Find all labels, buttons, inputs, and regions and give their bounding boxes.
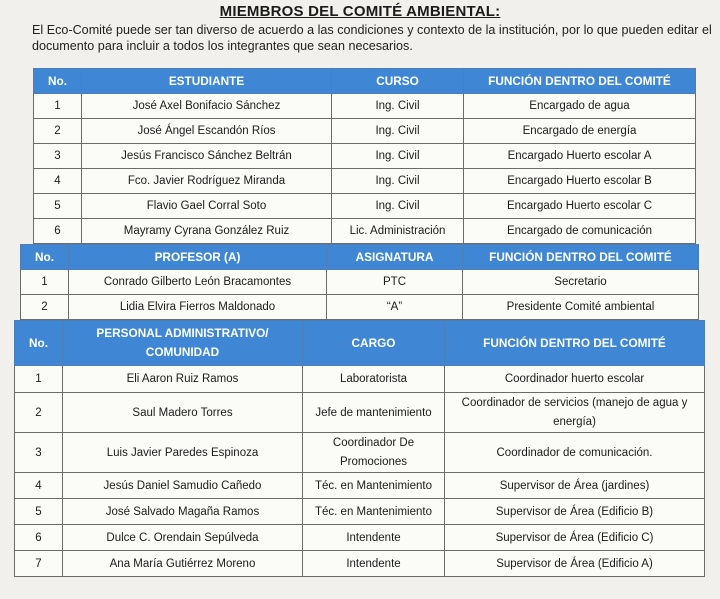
cell-function: Encargado de energía	[464, 119, 696, 144]
cell-position: Jefe de mantenimiento	[303, 393, 445, 433]
cell-name: Jesús Francisco Sánchez Beltrán	[82, 144, 332, 169]
header-function: FUNCIÓN DENTRO DEL COMITÉ	[445, 321, 705, 366]
cell-course: Lic. Administración	[332, 219, 464, 244]
cell-no: 3	[34, 144, 82, 169]
cell-name: Jesús Daniel Samudio Cañedo	[63, 473, 303, 499]
table-row	[34, 219, 696, 244]
teachers-table	[20, 244, 699, 320]
cell-position: Téc. en Mantenimiento	[303, 473, 445, 499]
header-function: FUNCIÓN DENTRO DEL COMITÉ	[464, 69, 696, 94]
cell-subject: PTC	[327, 270, 463, 295]
table-row	[15, 499, 705, 525]
cell-name: Lidia Elvira Fierros Maldonado	[69, 295, 327, 320]
cell-no: 5	[34, 194, 82, 219]
table-row	[15, 433, 705, 473]
cell-function: Coordinador de servicios (manejo de agua y energía)	[445, 393, 705, 433]
cell-function: Coordinador huerto escolar	[445, 366, 705, 393]
header-no: No.	[21, 245, 69, 270]
cell-no: 1	[15, 366, 63, 393]
table-row	[34, 119, 696, 144]
cell-function: Secretario	[463, 270, 699, 295]
cell-name: José Salvado Magaña Ramos	[63, 499, 303, 525]
cell-no: 2	[15, 393, 63, 433]
header-no: No.	[15, 321, 63, 366]
table-row	[15, 366, 705, 393]
cell-no: 4	[15, 473, 63, 499]
cell-function: Supervisor de Área (jardines)	[445, 473, 705, 499]
header-staff: PERSONAL ADMINISTRATIVO/ COMUNIDAD	[63, 321, 303, 366]
cell-no: 2	[21, 295, 69, 320]
cell-name: José Ángel Escandón Ríos	[82, 119, 332, 144]
cell-subject: “A”	[327, 295, 463, 320]
cell-name: Dulce C. Orendain Sepúlveda	[63, 525, 303, 551]
cell-function: Supervisor de Área (Edificio A)	[445, 551, 705, 577]
header-no: No.	[34, 69, 82, 94]
cell-name: José Axel Bonifacio Sánchez	[82, 94, 332, 119]
cell-course: Ing. Civil	[332, 119, 464, 144]
cell-course: Ing. Civil	[332, 169, 464, 194]
cell-name: Conrado Gilberto León Bracamontes	[69, 270, 327, 295]
table-row	[34, 194, 696, 219]
header-position: CARGO	[303, 321, 445, 366]
table-header-row	[21, 245, 699, 270]
table-row	[34, 144, 696, 169]
cell-function: Supervisor de Área (Edificio C)	[445, 525, 705, 551]
cell-position: Téc. en Mantenimiento	[303, 499, 445, 525]
table-row	[15, 525, 705, 551]
cell-name: Eli Aaron Ruiz Ramos	[63, 366, 303, 393]
table-row	[34, 169, 696, 194]
cell-course: Ing. Civil	[332, 194, 464, 219]
table-row	[15, 551, 705, 577]
header-course: CURSO	[332, 69, 464, 94]
cell-position: Coordinador De Promociones	[303, 433, 445, 473]
cell-name: Saul Madero Torres	[63, 393, 303, 433]
header-subject: ASIGNATURA	[327, 245, 463, 270]
cell-function: Supervisor de Área (Edificio B)	[445, 499, 705, 525]
cell-function: Encargado Huerto escolar B	[464, 169, 696, 194]
cell-course: Ing. Civil	[332, 94, 464, 119]
table-row	[21, 270, 699, 295]
cell-name: Flavio Gael Corral Soto	[82, 194, 332, 219]
table-header-row	[15, 321, 705, 366]
cell-function: Encargado de agua	[464, 94, 696, 119]
cell-no: 6	[34, 219, 82, 244]
table-header-row	[34, 69, 696, 94]
table-row	[21, 295, 699, 320]
cell-function: Encargado Huerto escolar A	[464, 144, 696, 169]
cell-position: Laboratorista	[303, 366, 445, 393]
staff-table	[14, 320, 705, 577]
cell-no: 3	[15, 433, 63, 473]
cell-name: Fco. Javier Rodríguez Miranda	[82, 169, 332, 194]
cell-position: Intendente	[303, 525, 445, 551]
cell-no: 5	[15, 499, 63, 525]
page-title: MIEMBROS DEL COMITÉ AMBIENTAL:	[219, 3, 501, 20]
cell-no: 2	[34, 119, 82, 144]
intro-paragraph: El Eco-Comité puede ser tan diverso de acuerdo a las condiciones y contexto de la institución, por lo que pueden editar el documento para incluir a todos los integrantes que sean necesarios.	[32, 23, 712, 53]
header-student: ESTUDIANTE	[82, 69, 332, 94]
header-teacher: PROFESOR (A)	[69, 245, 327, 270]
cell-function: Presidente Comité ambiental	[463, 295, 699, 320]
cell-course: Ing. Civil	[332, 144, 464, 169]
table-row	[15, 473, 705, 499]
cell-name: Ana María Gutiérrez Moreno	[63, 551, 303, 577]
students-table	[33, 68, 696, 244]
cell-no: 1	[21, 270, 69, 295]
cell-function: Encargado Huerto escolar C	[464, 194, 696, 219]
cell-no: 4	[34, 169, 82, 194]
cell-no: 7	[15, 551, 63, 577]
cell-name: Luis Javier Paredes Espinoza	[63, 433, 303, 473]
cell-function: Encargado de comunicación	[464, 219, 696, 244]
cell-function: Coordinador de comunicación.	[445, 433, 705, 473]
cell-name: Mayramy Cyrana González Ruiz	[82, 219, 332, 244]
table-row	[15, 393, 705, 433]
table-row	[34, 94, 696, 119]
cell-no: 1	[34, 94, 82, 119]
header-function: FUNCIÓN DENTRO DEL COMITÉ	[463, 245, 699, 270]
cell-no: 6	[15, 525, 63, 551]
cell-position: Intendente	[303, 551, 445, 577]
